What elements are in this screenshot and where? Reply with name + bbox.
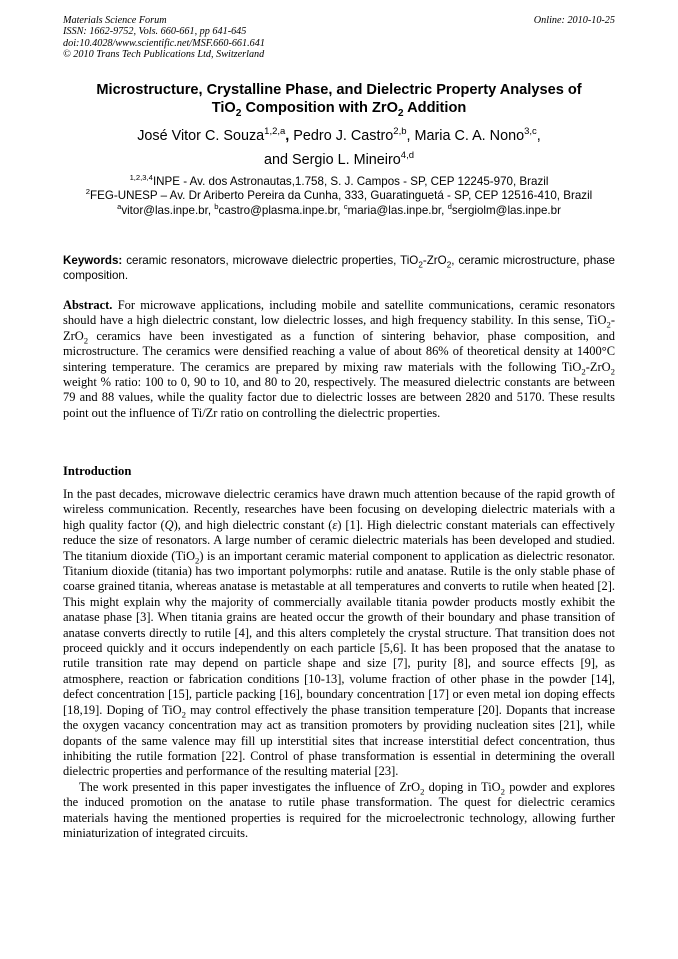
author-name: José Vitor C. Souza [137, 128, 265, 144]
paper-title [63, 81, 615, 117]
journal-name: Materials Science Forum [63, 15, 167, 26]
author-name: and Sergio L. Mineiro [263, 152, 401, 168]
email-link[interactable]: vitor@las.inpe.br, [121, 203, 215, 217]
doi-line: doi:10.4028/www.scientific.net/MSF.660-661.641 [63, 37, 265, 49]
section-heading-introduction: Introduction [63, 464, 132, 478]
title-line-2: TiO$_2$ Composition with ZrO$_2$ Addition [211, 100, 467, 119]
affiliation-1: $^{1,2,3,4}$INPE - Av. dos Astronautas,1.758, S. J. Campos - SP, CEP 12245-970, Brazil [129, 173, 549, 188]
online-date: Online: 2010-10-25 [533, 15, 615, 26]
author-line-2: and Sergio L. Mineiro$^{4,d}$ [263, 150, 414, 168]
paragraph: In the past decades, microwave dielectric ceramics have drawn much attention because of the rapid growth of wireless communication. Recently, researches have been focusing on developing dielectric materials with a high quality factor (Q), and high dielectric constant (ε) [1]. High dielectric constant materials can effectively reduce the size of resonators. A large number of ceramic dielectric materials has been developed and studied. The titanium dioxide (TiO$_2$) is an important ceramic material component to application as dielectric resonator. Titanium dioxide (titania) has two important polymorphs: rutile and anatase. Rutile is the only stable phase of coarse grained titania, whereas anatase is metastable at all temperatures and converts to rutile when heated [2]. This might explain why the majority of commercially available titania powder products mostly exhibit the anatase phase [3]. When titania grains are heated occur the growth of their boundary and phase transition of anatase converts directly to rutile [4], and this alters completely the crystal structure. That transition does not proceed quickly and it occurs independently on each particle [5,6]. It has been proposed that the anatase to rutile transition rate may depend on particle shape and size [7], purity [8], and source effects [9], as atmosphere, reaction or fabrication conditions [10-13], volume fraction of other phase in the powder [14], defect concentration [15], particle packing [16], boundary concentration [17] or even metal ion doping effects [18,19]. Doping of TiO$_2$ may control effectively the phase transition temperature [20]. Dopants that increase the oxygen vacancy concentration may act as transition promoters by providing nucleation sites [21], while dopants of the same valence may fill up interstitial sites that increase interstitial defect concentration, thus inhibiting the rutile formation [22]. Control of phase transformation is essential in determining the overall dielectric properties and performance of the resulting material [23]. [63, 487, 615, 779]
author-name: Maria C. A. Nono [414, 128, 525, 144]
author-list [63, 124, 615, 172]
affiliations [63, 175, 615, 218]
email-link[interactable]: castro@plasma.inpe.br, [218, 203, 344, 217]
abstract-label: Abstract. [63, 298, 113, 312]
abstract: Abstract. For microwave applications, including mobile and satellite communications, ceramic resonators should have a high dielectric constant, low dielectric losses, and high frequency stability. In this sense, TiO$_2$-ZrO$_2$ ceramics have been investigated as a function of sintering behavior, phase composition, and microstructure. The ceramics were densified reaching a value of about 86% of theoretical density at 1400°C sintering temperature. The ceramics are prepared by mixing raw materials with the following TiO$_2$-ZrO$_2$ weight % ratio: 100 to 0, 90 to 10, and 80 to 20, respectively. The measured dielectric constants are between 79 and 88 values, while the quality factor due to dielectric losses are between 2820 and 5170. These results point out the influence of Ti/Zr ratio on controlling the dielectric properties. [63, 298, 615, 420]
running-header [63, 15, 615, 61]
email-link[interactable]: maria@las.inpe.br, [347, 203, 448, 217]
affiliation-2: $^2$FEG-UNESP – Av. Dr Ariberto Pereira da Cunha, 333, Guaratinguetá - SP, CEP 12516-410, Brazil [85, 187, 593, 203]
author-name: Pedro J. Castro [293, 128, 394, 144]
author-emails: $^a$vitor@las.inpe.br, $^b$castro@plasma.inpe.br, $^c$maria@las.inpe.br, $^d$sergiolm@las.inpe.br [117, 201, 561, 217]
title-line-1: Microstructure, Crystalline Phase, and Dielectric Property Analyses of [96, 82, 582, 98]
copyright-line: © 2010 Trans Tech Publications Ltd, Switzerland [63, 49, 265, 61]
issn-line: ISSN: 1662-9752, Vols. 660-661, pp 641-645 [63, 26, 247, 38]
author-line-1: José Vitor C. Souza$^{1,2,a}$, Pedro J. Castro$^{2,b}$, Maria C. A. Nono$^{3,c}$, [137, 126, 541, 144]
keywords: Keywords: ceramic resonators, microwave dielectric properties, TiO$_2$-ZrO$_2$, ceramic microstructure, phase composition. [63, 254, 616, 282]
introduction-body [63, 487, 615, 841]
keywords-label: Keywords: [63, 254, 123, 267]
email-link[interactable]: sergiolm@las.inpe.br [451, 203, 561, 217]
paragraph: The work presented in this paper investigates the influence of ZrO$_2$ doping in TiO$_2$ powder and explores the induced promotion on the anatase to rutile phase transformation. The quest for dielectric ceramics materials having the mentioned properties is required for the microelectronic technology, allowing further miniaturization of integrated circuits. [63, 779, 615, 840]
